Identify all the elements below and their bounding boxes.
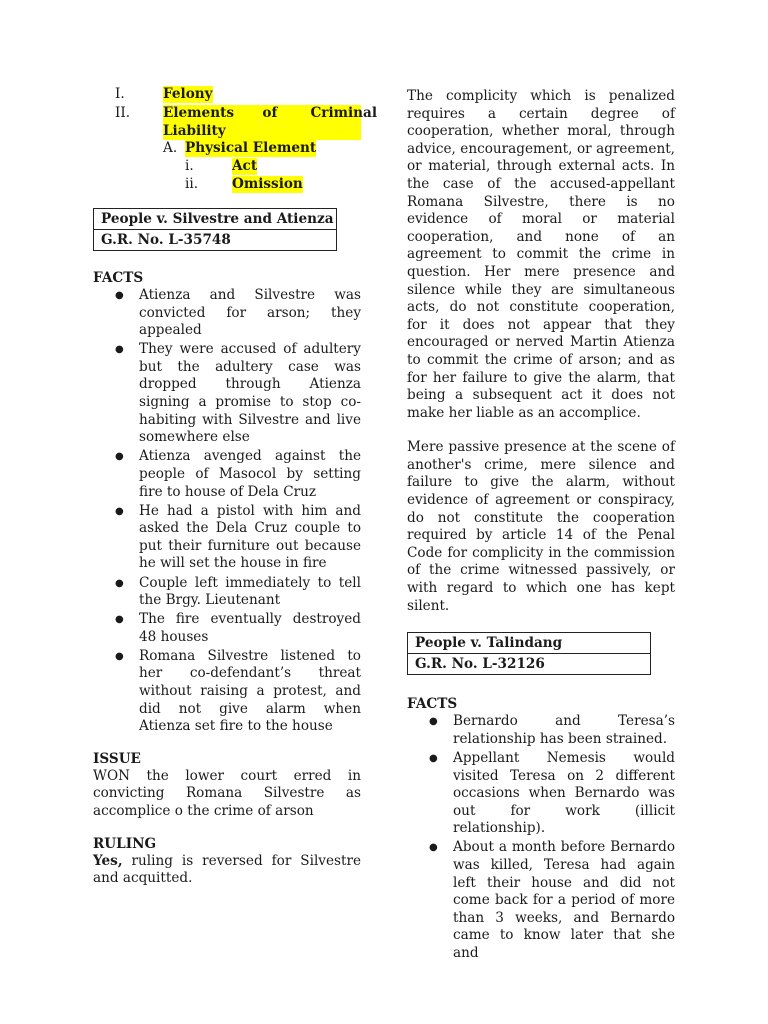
bullet-icon: ● [429, 842, 438, 854]
bullet-icon: ● [429, 716, 438, 728]
bullet-icon: ● [115, 290, 124, 301]
outline-item [93, 158, 361, 175]
bullet-icon: ● [115, 451, 124, 463]
outline-text: Elements of Criminal Liability [163, 105, 378, 139]
list-item: ● Atienza and Silvestre was convicted for arson; they appealed [115, 287, 361, 339]
outline-text: Felony [163, 86, 213, 102]
list-item: ● About a month before Bernardo was killed, Teresa had again left their house and did not come back for a period of more than 3 weeks, and Bernardo came to know later that she and [429, 839, 675, 961]
case-title: People v. Talindang [415, 635, 563, 652]
case-gr-number: G.R. No. L-35748 [94, 229, 336, 250]
case-gr-number: G.R. No. L-32126 [408, 653, 650, 674]
bullet-icon: ● [429, 752, 438, 764]
list-item: ● Atienza avenged against the people of Masocol by setting fire to house of Dela Cruz [115, 448, 361, 500]
ruling-text [93, 853, 361, 888]
facts-list [93, 287, 361, 736]
list-item: ● They were accused of adultery but the adultery case was dropped through Atienza signing a promise to stop co-habiting with Silvestre and live somewhere else [115, 341, 361, 446]
facts-list [407, 713, 675, 962]
outline-text: Act [232, 158, 258, 174]
ruling-heading: RULING [93, 835, 157, 852]
outline-text: Omission [232, 176, 303, 192]
outline-number: II. [115, 105, 131, 121]
paragraph: The complicity which is penalized requires a certain degree of cooperation, whether moral, through advice, encouragement, or agreement, or material, through external acts. In the case of the accused-appellant Romana Silvestre, there is no evidence of moral or material cooperation, and none of an agreement to commit the crime in question. Her mere presence and silence while they are simultaneous acts, do not constitute cooperation, for it does not appear that they encouraged or nerved Martin Atienza to commit the crime of arson; and as for her failure to give the alarm, that being a subsequent act it does not make her liable as an accomplice. [407, 88, 675, 421]
outline [93, 86, 378, 198]
outline-item [93, 140, 361, 157]
outline-item [93, 176, 361, 193]
right-column [407, 88, 675, 964]
case-header-box [407, 632, 651, 675]
bullet-icon: ● [115, 577, 124, 589]
list-item: ● Romana Silvestre listened to her co-defendant’s threat without raising a protest, and did not give alarm when Atienza set fire to the house [115, 647, 361, 735]
outline-item [93, 105, 378, 139]
facts-heading: FACTS [93, 270, 144, 286]
list-item: ● He had a pistol with him and asked the Dela Cruz couple to put their furniture out because he will set the house in fire [115, 502, 361, 572]
ruling-rest: ruling is reversed for Silvestre and acquitted. [93, 852, 361, 887]
outline-number: ii. [185, 176, 199, 192]
outline-text: Physical Element [185, 140, 317, 156]
bullet-icon: ● [115, 614, 124, 626]
outline-item [93, 86, 361, 103]
bullet-icon: ● [115, 650, 124, 662]
bullet-icon: ● [115, 505, 124, 517]
outline-number: i. [185, 158, 194, 174]
ruling-answer: Yes, [93, 852, 123, 869]
paragraph: Mere passive presence at the scene of another's crime, mere silence and failure to give the alarm, without evidence of agreement or conspiracy, do not constitute the cooperation required by article 14 of the Penal Code for complicity in the commission of the crime witnessed passively, or with regard to which one has kept silent. [407, 439, 675, 614]
list-item: ● Appellant Nemesis would visited Teresa on 2 different occasions when Bernardo was out for work (illicit relationship). [429, 749, 675, 837]
bullet-icon: ● [115, 344, 124, 356]
left-column [93, 86, 378, 888]
issue-text: WON the lower court erred in convicting Romana Silvestre as accomplice o the crime of arson [93, 767, 361, 820]
outline-number: I. [115, 86, 125, 102]
case-header-box [93, 208, 337, 251]
list-item: ● Bernardo and Teresa’s relationship has been strained. [429, 713, 675, 747]
facts-heading: FACTS [407, 696, 458, 713]
issue-heading: ISSUE [93, 750, 141, 767]
list-item: ● The fire eventually destroyed 48 houses [115, 611, 361, 645]
list-item: ● Couple left immediately to tell the Brgy. Lieutenant [115, 574, 361, 609]
outline-number: A. [163, 140, 178, 156]
case-title: People v. Silvestre and Atienza [101, 211, 334, 227]
